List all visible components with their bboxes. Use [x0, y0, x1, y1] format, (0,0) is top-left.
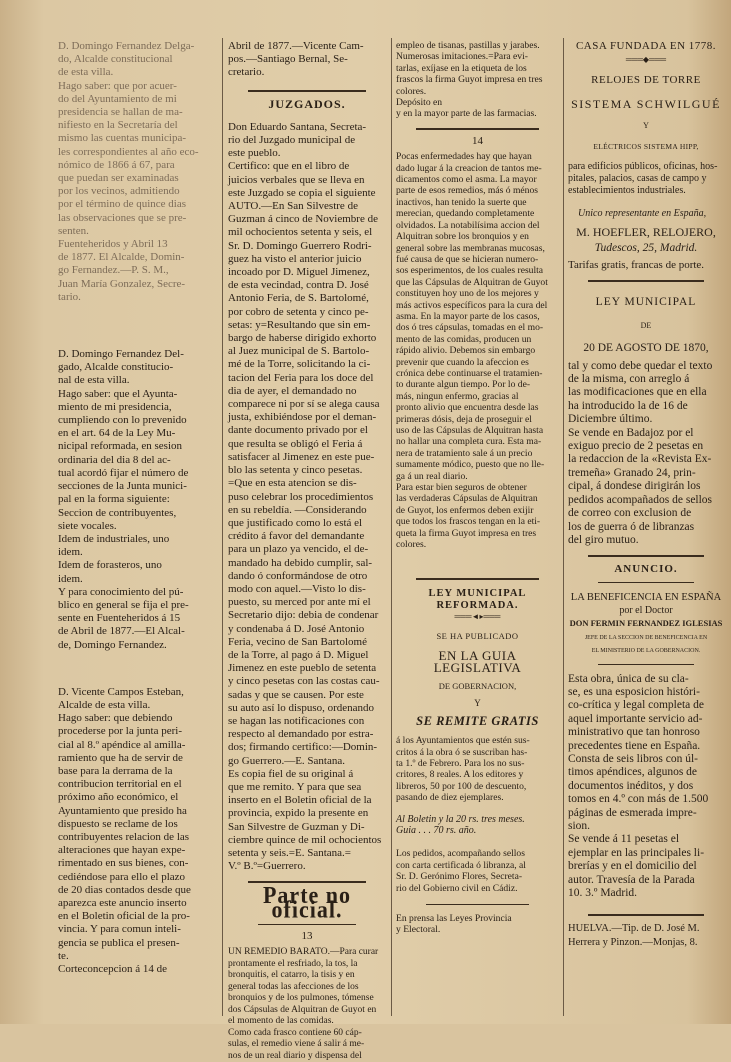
text-line: constituyen hoy uno de los mejores y	[396, 288, 559, 299]
text-line: incoado por D. Miguel Jimenez,	[228, 266, 386, 279]
text-line: este Juzgado se copia el siguiente	[228, 187, 386, 200]
text-line: Juan María Gonzalez, Secre-	[58, 278, 216, 291]
ad-electricos-hipp: ELÉCTRICOS SISTEMA HIPP,	[568, 140, 724, 153]
divider	[416, 128, 539, 130]
ad-relojes-de-torre: RELOJES DE TORRE	[568, 74, 724, 87]
text-line: nos de un real diario y dispensa del	[228, 1051, 386, 1062]
article-asma	[396, 151, 559, 550]
text-line: mé de la Torre, solicitando la ci-	[228, 358, 386, 371]
text-line: En prensa las Leyes Provincia	[396, 913, 559, 924]
text-line: olvidados. La notabilísima accion del	[396, 220, 559, 231]
text-line: alteraciones que hayan expe-	[58, 844, 216, 857]
text-line: gado, Alcalde constitucio-	[58, 361, 216, 374]
ad-sistema-schwilgue: SISTEMA SCHWILGUÉ	[568, 98, 724, 111]
text-line: satisfacer al Jimenez en este pue-	[228, 451, 386, 464]
text-line: frascos la firma Guyot impresa en tres	[396, 74, 559, 85]
text-line: ramiento que ha de servir de	[58, 752, 216, 765]
text-line: colores.	[396, 539, 559, 550]
text-line: documentos inéditos, y dos	[568, 780, 724, 793]
text-line: Es copia fiel de su original á	[228, 768, 386, 781]
text-line: más, ningun enfermo, gracias al	[396, 391, 559, 402]
text-line: sion.	[568, 820, 724, 833]
ad-tudescos-address: Tudescos, 25, Madrid.	[568, 242, 724, 255]
text-line: dos; firmando certifico:—Domin-	[228, 741, 386, 754]
text-line: establecimientos industriales.	[568, 185, 724, 197]
divider	[598, 582, 694, 583]
text-line: mandado ha debido cumplir, sal-	[228, 557, 386, 570]
text-line: de esta villa.	[58, 66, 216, 79]
column-4	[568, 40, 724, 1018]
text-line: Alquitran sobre los bronquios y en	[396, 231, 559, 242]
text-line: timos apéndices, algunos de	[568, 766, 724, 779]
text-line: Abril de 1877.—Vicente Cam-	[228, 40, 386, 53]
text-line: en su rebeldía. —Considerando	[228, 504, 386, 517]
text-line: sumamente módico, puesto que no lle-	[396, 459, 559, 470]
text-line: siete vocales.	[58, 520, 216, 533]
text-line: Diciembre último.	[568, 413, 724, 426]
text-line: Idem de industriales, uno	[58, 533, 216, 546]
ad-doctor-name: DON FERMIN FERNANDEZ IGLESIAS	[568, 617, 724, 630]
text-line: libreros, 50 por 100 de descuento,	[396, 781, 559, 792]
text-line: AUTO.—En San Silvestre de	[228, 200, 386, 213]
text-line: tarlas, exíjase en la etiqueta de los	[396, 63, 559, 74]
text-line: prevenir que cuando la afeccion es	[396, 357, 559, 368]
text-line: pronto alivio que encuentra desde las	[396, 402, 559, 413]
text-line: Se vende en Badajoz por el	[568, 427, 724, 440]
text-line: general todas las afecciones de los	[228, 982, 386, 994]
text-line: nicipal reformada, en sesion	[58, 440, 216, 453]
text-line: tomos en 4.º con más de 1.500	[568, 793, 724, 806]
text-line: aparezca este anuncio inserto	[58, 897, 216, 910]
text-line: Feria, vecino de San Bartolomé	[228, 636, 386, 649]
column-rule	[563, 38, 564, 1016]
text-line: asma. En la mayor parte de los casos,	[396, 311, 559, 322]
text-line: de 1877. El Alcalde, Domin-	[58, 251, 216, 264]
text-line: bronquios y de los pulmones, tómense	[228, 993, 386, 1005]
text-line: co-crítica y legal completa de	[568, 699, 724, 712]
ad-price-line: Al Boletin y la 20 rs. tres meses.	[396, 814, 559, 825]
text-line: uso de las Cápsulas de Alquitran hasta	[396, 425, 559, 436]
divider	[598, 664, 694, 665]
text-line: Guzman á cinco de Noviembre de	[228, 213, 386, 226]
text-line: San Silvestre de Guzman y Di-	[228, 821, 386, 834]
text-line: do del Ayuntamiento de mi	[58, 93, 216, 106]
text-line: autor. Travesía de la Parada	[568, 874, 724, 887]
text-line: Numerosas imitaciones.=Para evi-	[396, 51, 559, 62]
text-line: más activos específicos para la cura del	[396, 300, 559, 311]
ad-ley-municipal-body	[568, 360, 724, 548]
text-line: las observaciones que se pre-	[58, 212, 216, 225]
text-line: el momento de las comidas.	[228, 1016, 386, 1028]
text-line: mismo las cuentas municipa-	[58, 132, 216, 145]
text-line: presidencia se hallan de ma-	[58, 106, 216, 119]
divider	[426, 904, 529, 905]
text-line: en el Boletin oficial de la pro-	[58, 910, 216, 923]
text-line: Don Eduardo Santana, Secreta-	[228, 121, 386, 134]
text-line: Se vende á 11 pesetas el	[568, 833, 724, 846]
text-line: próximo año económico, el	[58, 791, 216, 804]
text-line: que me remito. Y para que sea	[228, 781, 386, 794]
text-line: senten.	[58, 225, 216, 238]
text-line: que las Cápsulas de Alquitran de Guyot	[396, 277, 559, 288]
ad-en-prensa	[396, 913, 559, 936]
ad-title-ley-municipal: LEY MUNICIPAL	[568, 296, 724, 309]
ad-casa-fundada: CASA FUNDADA EN 1778.	[568, 40, 724, 53]
text-line: Idem de forasteros, uno	[58, 559, 216, 572]
text-line: de la Torre, al pago á D. Miguel	[228, 649, 386, 662]
text-line: Corteconcepcion á 14 de	[58, 963, 216, 976]
text-line: que todos los frascos tengan en la eti-	[396, 516, 559, 527]
text-line: secciones de la Junta munici-	[58, 480, 216, 493]
text-line: Pocas enfermedades hay que hayan	[396, 151, 559, 162]
text-line: do, Alcalde constitucional	[58, 53, 216, 66]
text-line: este pueblo.	[228, 147, 386, 160]
section-title-parte-no-oficial: Parte no oficial.	[228, 888, 386, 917]
text-line: brerías y en el domicilio del	[568, 860, 724, 873]
text-line: setas: y=Resultando que sin em-	[228, 319, 386, 332]
text-line: D. Domingo Fernandez Delga-	[58, 40, 216, 53]
text-line: para un plazo ya vencido, el de-	[228, 543, 386, 556]
text-line: Sr. D. Domingo Guerrero Rodri-	[228, 240, 386, 253]
text-line: precedentes tiene en España.	[568, 740, 724, 753]
text-line: dando ó conformándose de otro	[228, 570, 386, 583]
text-line: D. Vicente Campos Esteban,	[58, 686, 216, 699]
text-line: Sr. D. Gerónimo Flores, Secreta-	[396, 871, 559, 882]
text-line: nómico de 1866 á 67, para	[58, 159, 216, 172]
ad-beneficencia-body	[568, 673, 724, 901]
text-line: inserto en el Boletin oficial de la	[228, 794, 386, 807]
text-line: sos esperimentos, de los cuales resulta	[396, 265, 559, 276]
text-line: las modificaciones que en ella	[568, 386, 724, 399]
ad-guia-legislativa: EN LA GUIA LEGISLATIVA	[396, 650, 559, 673]
ad-y: Y	[568, 119, 724, 132]
text-line: dado lugar á la creacion de tantos me-	[396, 163, 559, 174]
text-line: de correo con exclusion de	[568, 507, 724, 520]
text-line: gencia se publica el presen-	[58, 937, 216, 950]
text-line: crónica debe continuarse el tratamien-	[396, 368, 559, 379]
text-line: se hagan las notificaciones con	[228, 715, 386, 728]
ad-por-el-doctor: por el Doctor	[568, 604, 724, 617]
text-line: y en la mayor parte de las farmacias.	[396, 108, 559, 119]
text-line: dispuesto se reclame de los	[58, 818, 216, 831]
text-line: tario.	[58, 291, 216, 304]
text-line: Para estar bien seguros de obtener	[396, 482, 559, 493]
text-line: pitales, palacios, casas de campo y	[568, 173, 724, 185]
text-line: Y para conocimiento del pú-	[58, 586, 216, 599]
article-remedio-barato	[228, 947, 386, 1062]
text-line: ga á un real diario.	[396, 471, 559, 482]
text-line: puesto, su merced por ante mí el	[228, 596, 386, 609]
text-line: las verdaderas Cápsulas de Alquitran	[396, 493, 559, 504]
text-line: en el art. 64 de la Ley Mu-	[58, 427, 216, 440]
text-line: respecto al demandado por estra-	[228, 728, 386, 741]
text-line: sulas, el remedio viene á salir á me-	[228, 1039, 386, 1051]
ad-se-remite-gratis: SE REMITE GRATIS	[396, 716, 559, 727]
text-line: páginas de esmerada impre-	[568, 807, 724, 820]
text-line: provincia, expido la presente en	[228, 807, 386, 820]
text-line: su auto así lo dispuso, ordenando	[228, 702, 386, 715]
text-line: aquel importante servicio ad-	[568, 713, 724, 726]
text-line: Antonio Feria, de S. Bartolomé,	[228, 292, 386, 305]
text-line: y Electoral.	[396, 924, 559, 935]
ad-unico-representante: Unico representante en España,	[568, 207, 724, 220]
text-line: de Guyot, los enfermos deben exijir	[396, 505, 559, 516]
ad-jefe-line: EL MINISTERIO DE LA GOBERNACION.	[568, 645, 724, 658]
text-line: empleo de tisanas, pastillas y jarabes.	[396, 40, 559, 51]
article-guyot-continued	[396, 40, 559, 120]
text-line: Los pedidos, acompañando sellos	[396, 848, 559, 859]
text-line: ejemplar en las principales li-	[568, 847, 724, 860]
text-line: Alcalde de esta villa.	[58, 699, 216, 712]
ad-title-ley-municipal-reformada: LEY MUNICIPAL REFORMADA.	[396, 588, 559, 611]
column-2	[228, 40, 386, 1018]
text-line: la redaccion de la «Revista Ex-	[568, 453, 724, 466]
column-rule	[391, 38, 392, 1016]
text-line: por cobro de setenta y cinco pe-	[228, 306, 386, 319]
text-line: Seccion de contribuyentes,	[58, 507, 216, 520]
text-line: de esta vecindad, contra D. José	[228, 279, 386, 292]
text-line: dante documento privado por el	[228, 424, 386, 437]
text-line: critos á la obra ó se suscriban has-	[396, 747, 559, 758]
ad-guia-conditions	[396, 735, 559, 803]
text-line: rio del Juzgado municipal de	[228, 134, 386, 147]
text-line: inactivos, han tenido la suerte que	[396, 197, 559, 208]
text-line: rio del Gobierno civil en Cádiz.	[396, 883, 559, 894]
text-line: mento de las comidas, producen un	[396, 334, 559, 345]
ad-beneficencia-title: LA BENEFICENCIA EN ESPAÑA	[568, 591, 724, 604]
ad-jefe-line: JEFE DE LA SECCION DE BENEFICENCIA EN	[568, 632, 724, 645]
article-number: 13	[228, 930, 386, 943]
text-line: ta 1.º de Febrero. Para los no sus-	[396, 758, 559, 769]
text-line: nera de tratamiento sale á un precio	[396, 448, 559, 459]
text-line: parte de esos remedios, más ó ménos	[396, 185, 559, 196]
text-line: ha introducido la de 16 de	[568, 400, 724, 413]
divider	[416, 578, 539, 580]
imprint-line: HUELVA.—Tip. de D. José M.	[568, 922, 724, 935]
column-1	[58, 40, 216, 1018]
text-line: dia de ayer, el demandado no	[228, 385, 386, 398]
text-line: de Abril de 1877.—El Alcal-	[58, 625, 216, 638]
text-line: que resulta se obligó el Feria á	[228, 438, 386, 451]
text-line: dos ó tres cápsulas, tomadas en el mo-	[396, 322, 559, 333]
text-line: tal y como debe quedar el texto	[568, 360, 724, 373]
ad-relojes-uses	[568, 161, 724, 197]
text-line: go Fernandez.—P. S. M.,	[58, 264, 216, 277]
text-line: V.º B.º=Guerrero.	[228, 860, 386, 873]
text-line: les correspondientes al año eco-	[58, 146, 216, 159]
column-3	[396, 40, 559, 1018]
text-line: los de guerra ó de libranzas	[568, 521, 724, 534]
ornament: ═══◆═══	[568, 53, 724, 66]
text-line: fué causa de que se hicieran numero-	[396, 254, 559, 265]
text-line: Secretario dijo: debia de condenar	[228, 609, 386, 622]
text-line: sente en Fuenteheridos á 15	[58, 612, 216, 625]
text-line: que puedan ser examinadas	[58, 172, 216, 185]
text-line: critores, 8 reales. A los editores y	[396, 769, 559, 780]
text-line: =Que en esta atencion se dis-	[228, 477, 386, 490]
text-line: to durante algun tiempo. Por lo de-	[396, 379, 559, 390]
text-line: ministrativo que tan honroso	[568, 726, 724, 739]
ad-hoefler: M. HOEFLER, RELOJERO,	[568, 226, 724, 239]
notice-corteconcepcion	[58, 686, 216, 976]
divider	[588, 555, 704, 557]
text-line: juicios verbales que se lleva en	[228, 174, 386, 187]
text-line: idem.	[58, 546, 216, 559]
text-line: con carta certificada ó libranza, al	[396, 860, 559, 871]
text-line: y condenaba á D. José Antonio	[228, 623, 386, 636]
notice-fuenteheridos-junta	[58, 348, 216, 652]
text-line: queta la firma Guyot impresa en tres	[396, 528, 559, 539]
text-line: no hallar una completa cura. Esta ma-	[396, 436, 559, 447]
text-line: dicamentos como el asma. La mayor	[396, 174, 559, 185]
text-line: ciembre quince de mil ochocientos	[228, 834, 386, 847]
text-line: primeras dósis, deja de proseguir el	[396, 414, 559, 425]
text-line: go Guerrero.—E. Santana.	[228, 755, 386, 768]
text-line: de 20 dias contados desde que	[58, 884, 216, 897]
column-rule	[222, 38, 223, 1016]
text-line: 10. 3.º Madrid.	[568, 887, 724, 900]
text-line: procederse por la junta peri-	[58, 725, 216, 738]
ornament: ═══◄▸═══	[396, 611, 559, 622]
text-line: del giro mutuo.	[568, 534, 724, 547]
ad-de-gobernacion: DE GOBERNACION,	[396, 681, 559, 692]
text-line: idem.	[58, 573, 216, 586]
text-line: cediéndose para ello el plazo	[58, 871, 216, 884]
ad-se-ha-publicado: SE HA PUBLICADO	[396, 631, 559, 642]
text-line: cipal, á dondese dirigirán los	[568, 480, 724, 493]
text-line: Hago saber: que por acuer-	[58, 80, 216, 93]
text-line: para edificios públicos, oficinas, hos-	[568, 161, 724, 173]
text-line: comparece ni por sí se alega causa	[228, 398, 386, 411]
text-line: cial al 8.º apéndice al amilla-	[58, 739, 216, 752]
text-line: Ayuntamiento que presido ha	[58, 805, 216, 818]
text-line: por el término de quince dias	[58, 198, 216, 211]
text-line: cretario.	[228, 66, 386, 79]
text-line: contribuyentes relacion de las	[58, 831, 216, 844]
text-line: tremeña» Granado 24, prin-	[568, 467, 724, 480]
text-line: Certifico: que en el libro de	[228, 160, 386, 173]
text-line: general sobre las membranas mucosas,	[396, 243, 559, 254]
text-line: dos Cápsulas de Alquitran de Guyot en	[228, 1005, 386, 1017]
text-line: prontamente el resfriado, la tos, la	[228, 959, 386, 971]
text-line: colores.	[396, 86, 559, 97]
text-line: de la misma, con arreglo á	[568, 373, 724, 386]
divider	[588, 280, 704, 282]
ad-price-line: Guia . . . 70 rs. año.	[396, 825, 559, 836]
section-title-juzgados: JUZGADOS.	[228, 98, 386, 111]
text-line: de, Domingo Fernandez.	[58, 639, 216, 652]
ad-y: Y	[396, 698, 559, 709]
text-line: Jimenez en este pueblo de setenta	[228, 662, 386, 675]
juzgados-certificate	[228, 121, 386, 874]
ad-de: DE	[568, 319, 724, 332]
divider	[248, 90, 366, 92]
text-line: pasando de diez ejemplares.	[396, 792, 559, 803]
text-line: base para la derrama de la	[58, 765, 216, 778]
text-line: pedidos acompañados de sellos	[568, 494, 724, 507]
text-line: miento de mi presidencia,	[58, 401, 216, 414]
text-line: rápido alivio. Debemos sin embargo	[396, 345, 559, 356]
text-line: por los vecinos, admitiendo	[58, 185, 216, 198]
text-line: Esta obra, única de su cla-	[568, 673, 724, 686]
text-line: UN REMEDIO BARATO.—Para curar	[228, 947, 386, 959]
text-line: vincia. Y para comun inteli-	[58, 923, 216, 936]
text-line: blico en general se fija el pre-	[58, 599, 216, 612]
ad-tarifas: Tarifas gratis, francas de porte.	[568, 259, 724, 272]
text-line: Hago saber: que debiendo	[58, 712, 216, 725]
text-line: que justificado como lo está el	[228, 517, 386, 530]
text-line: justa, exhibiéndose por el deman-	[228, 411, 386, 424]
ad-title-anuncio: ANUNCIO.	[568, 563, 724, 576]
text-line: Como cada frasco contiene 60 cáp-	[228, 1028, 386, 1040]
text-line: nal de esta villa.	[58, 374, 216, 387]
divider	[258, 924, 356, 925]
text-line: y cinco pesetas con las costas cau-	[228, 675, 386, 688]
text-line: Fuenteheridos y Abril 13	[58, 238, 216, 251]
text-line: á los Ayuntamientos que estén sus-	[396, 735, 559, 746]
text-line: merecian, quedando completamente	[396, 208, 559, 219]
text-line: cumpliendo con lo prevenido	[58, 414, 216, 427]
text-line: sadas y que se causen. Por este	[228, 689, 386, 702]
text-line: rimentado en sus bienes, con-	[58, 857, 216, 870]
text-line: bronquitis, el catarro, la tisis y en	[228, 970, 386, 982]
text-line: pos.—Santiago Bernal, Se-	[228, 53, 386, 66]
ad-pedidos	[396, 848, 559, 894]
text-line: ordinaria del dia 8 del ac-	[58, 454, 216, 467]
text-line: se, es una esposicion históri-	[568, 686, 724, 699]
notice-fuenteheridos-cuentas	[58, 40, 216, 304]
text-line: bargo de haberse dirigido exhorto	[228, 332, 386, 345]
text-line: modo con aquel.—Visto lo dis-	[228, 583, 386, 596]
text-line: tacion del Feria para los doce del	[228, 372, 386, 385]
text-line: D. Domingo Fernandez Del-	[58, 348, 216, 361]
text-line: puso celebrar los procedimientos	[228, 491, 386, 504]
divider	[588, 914, 704, 916]
text-line: pal en la forma siguiente:	[58, 493, 216, 506]
text-line: nifiesto en la Secretaría del	[58, 119, 216, 132]
text-line: exiguo precio de 2 pesetas en	[568, 440, 724, 453]
ad-fecha-ley: 20 DE AGOSTO DE 1870,	[568, 342, 724, 355]
text-line: guez ha visto el anterior juicio	[228, 253, 386, 266]
text-line: al Juez municipal de S. Bartolo-	[228, 345, 386, 358]
text-line: Hago saber: que el Ayunta-	[58, 388, 216, 401]
text-line: setenta y seis.=E. Santana.=	[228, 847, 386, 860]
text-line: contribucion territorial en el	[58, 778, 216, 791]
text-line: crédito á favor del demandante	[228, 530, 386, 543]
text-line: Depósito en	[396, 97, 559, 108]
notice-signature	[228, 40, 386, 80]
text-line: mil ochocientos setenta y seis, el	[228, 226, 386, 239]
text-line: te.	[58, 950, 216, 963]
text-line: Consta de seis libros con úl-	[568, 753, 724, 766]
text-line: tual acordó fijar el número de	[58, 467, 216, 480]
text-line: blo las setenta y cinco pesetas.	[228, 464, 386, 477]
imprint-line: Herrera y Pinzon.—Monjas, 8.	[568, 936, 724, 949]
article-number: 14	[396, 136, 559, 147]
